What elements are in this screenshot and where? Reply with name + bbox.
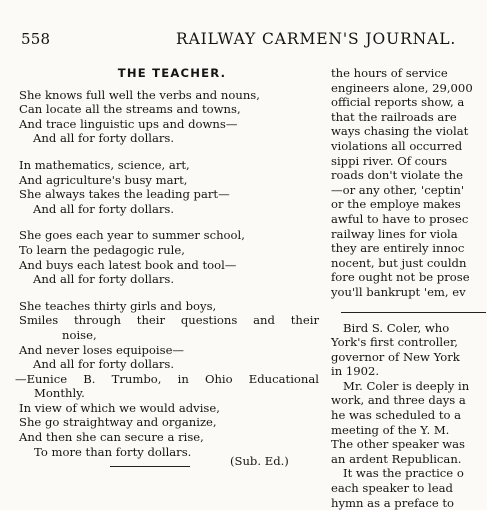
left-column bbox=[19, 66, 319, 460]
closing-row bbox=[19, 445, 319, 460]
poem-line: Can locate all the streams and towns, bbox=[19, 102, 319, 117]
text-line: roads don't violate the bbox=[331, 168, 487, 183]
text-line: the hours of service bbox=[331, 66, 487, 81]
poem-line: She teaches thirty girls and boys, bbox=[19, 299, 319, 314]
right-column bbox=[331, 66, 487, 510]
page-number: 558 bbox=[21, 30, 50, 48]
poem-line: Smiles through their questions and their bbox=[19, 313, 319, 328]
text-line: official reports show, a bbox=[331, 95, 487, 110]
text-line: It was the practice o bbox=[331, 466, 487, 481]
text-line: hymn as a preface to bbox=[331, 496, 487, 510]
text-line: ways chasing the violat bbox=[331, 124, 487, 139]
text-line: railway lines for viola bbox=[331, 227, 487, 242]
text-line: Bird S. Coler, who bbox=[331, 321, 487, 336]
text-line: meeting of the Y. M. bbox=[331, 423, 487, 438]
stanza-1 bbox=[19, 88, 319, 146]
text-line: engineers alone, 29,000 bbox=[331, 81, 487, 96]
poem-line: She go straightway and organize, bbox=[19, 415, 319, 430]
article-paragraph-1 bbox=[331, 66, 487, 300]
poem-line: And trace linguistic ups and downs— bbox=[19, 117, 319, 132]
poem-line: And all for forty dollars. bbox=[19, 131, 319, 146]
poem-title: THE TEACHER. bbox=[25, 66, 319, 81]
poem-line: noise, bbox=[19, 328, 319, 343]
poem-line: She knows full well the verbs and nouns, bbox=[19, 88, 319, 103]
poem-line: And never loses equipoise— bbox=[19, 343, 319, 358]
text-line: each speaker to lead bbox=[331, 481, 487, 496]
text-line: Mr. Coler is deeply in bbox=[331, 379, 487, 394]
poem-line: And then she can secure a rise, bbox=[19, 430, 319, 445]
poem-line: And all for forty dollars. bbox=[19, 202, 319, 217]
column-rule bbox=[341, 312, 486, 313]
text-line: they are entirely innoc bbox=[331, 241, 487, 256]
poem-line: And all for forty dollars. bbox=[19, 272, 319, 287]
text-line: he was scheduled to a bbox=[331, 408, 487, 423]
section-rule bbox=[110, 466, 190, 467]
poem-line: She always takes the leading part— bbox=[19, 187, 319, 202]
stanza-4 bbox=[19, 299, 319, 460]
text-line: violations all occurred bbox=[331, 139, 487, 154]
text-line: that the railroads are bbox=[331, 110, 487, 125]
text-line: awful to have to prosec bbox=[331, 212, 487, 227]
poem-line: In view of which we would advise, bbox=[19, 401, 319, 416]
text-line: sippi river. Of cours bbox=[331, 154, 487, 169]
poem-line: She goes each year to summer school, bbox=[19, 228, 319, 243]
poem-line: In mathematics, science, art, bbox=[19, 158, 319, 173]
article-paragraph-2 bbox=[331, 321, 487, 510]
text-line: or the employe makes bbox=[331, 197, 487, 212]
poem-line: And agriculture's busy mart, bbox=[19, 173, 319, 188]
text-line: The other speaker was bbox=[331, 437, 487, 452]
sub-editor-credit: (Sub. Ed.) bbox=[230, 454, 289, 469]
text-line: York's first controller, bbox=[331, 335, 487, 350]
running-head: RAILWAY CARMEN'S JOURNAL. bbox=[176, 30, 476, 48]
attribution-line: Monthly. bbox=[19, 386, 319, 401]
text-line: in 1902. bbox=[331, 364, 487, 379]
text-line: fore ought not be prose bbox=[331, 270, 487, 285]
text-line: work, and three days a bbox=[331, 393, 487, 408]
text-line: you'll bankrupt 'em, ev bbox=[331, 285, 487, 300]
text-line: —or any other, 'ceptin' bbox=[331, 183, 487, 198]
text-line: nocent, but just couldn bbox=[331, 256, 487, 271]
attribution-line: —Eunice B. Trumbo, in Ohio Educational bbox=[15, 372, 319, 387]
poem-line: To learn the pedagogic rule, bbox=[19, 243, 319, 258]
text-line: governor of New York bbox=[331, 350, 487, 365]
poem-line: And buys each latest book and tool— bbox=[19, 258, 319, 273]
text-line: an ardent Republican. bbox=[331, 452, 487, 467]
stanza-2 bbox=[19, 158, 319, 216]
stanza-3 bbox=[19, 228, 319, 286]
poem-line: To more than forty dollars. bbox=[34, 445, 191, 460]
poem-line: And all for forty dollars. bbox=[19, 357, 319, 372]
